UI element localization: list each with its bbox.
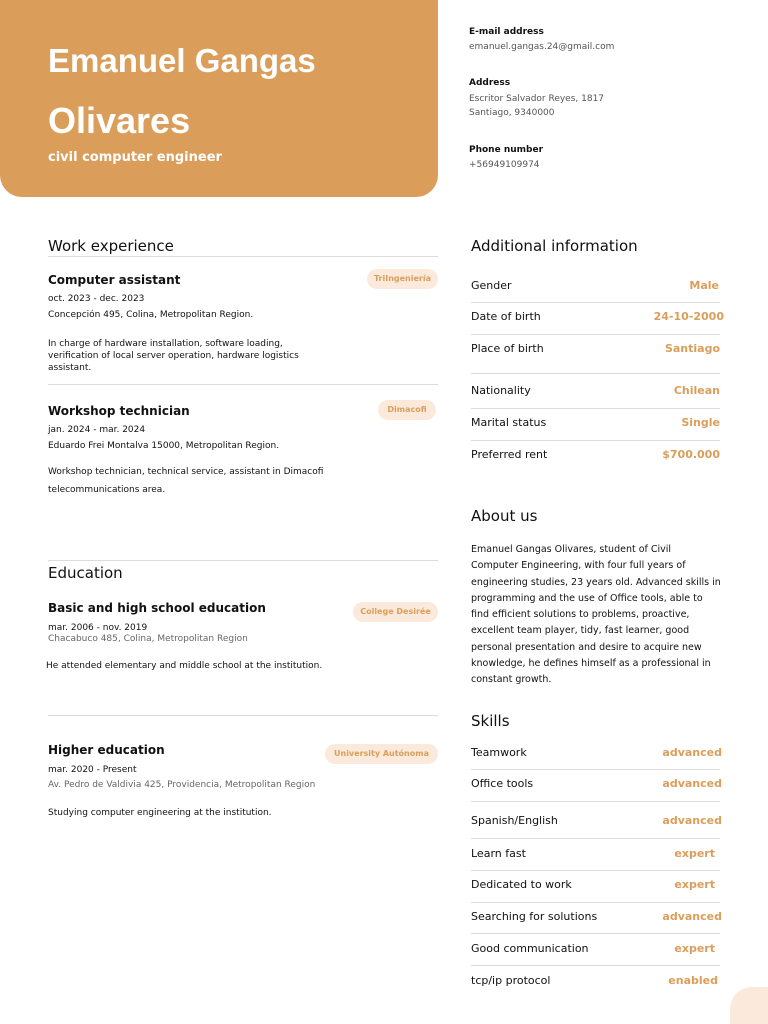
- work-divider: [48, 384, 438, 385]
- info-divider: [471, 302, 720, 303]
- education-item-location: Chacabuco 485, Colina, Metropolitan Region: [48, 634, 248, 644]
- info-row-gender: [471, 279, 720, 299]
- address-label: Address: [469, 78, 511, 88]
- job-subtitle: civil computer engineer: [48, 150, 222, 165]
- info-label: Nationality: [471, 384, 531, 397]
- skill-divider: [471, 870, 720, 871]
- work-item-role: Workshop technician: [48, 404, 190, 418]
- skill-level: expert: [674, 942, 715, 955]
- info-label: Date of birth: [471, 310, 541, 323]
- info-label: Marital status: [471, 416, 547, 429]
- skill-divider: [471, 965, 720, 966]
- skill-label: Good communication: [471, 942, 589, 955]
- skill-divider: [471, 769, 720, 770]
- info-value: Santiago: [664, 342, 720, 355]
- info-row-marital-status: [471, 416, 720, 436]
- skill-label: Office tools: [471, 777, 534, 790]
- info-row-place-of-birth: [471, 342, 720, 362]
- info-value: $700.000: [662, 448, 720, 461]
- education-item-description: He attended elementary and middle school at the institution.: [46, 661, 323, 671]
- skill-label: Spanish/English: [471, 814, 558, 827]
- education-top-divider: [48, 560, 438, 561]
- info-value: Male: [689, 279, 719, 292]
- work-item-location: Eduardo Frei Montalva 15000, Metropolitan Region.: [48, 441, 280, 451]
- skill-level: expert: [674, 847, 715, 860]
- education-item-dates: mar. 2006 - nov. 2019: [48, 623, 148, 633]
- skill-label: Learn fast: [471, 847, 526, 860]
- address-line1: Escritor Salvador Reyes, 1817: [469, 94, 605, 104]
- phone-value[interactable]: +56949109974: [469, 160, 540, 170]
- skill-divider: [471, 902, 720, 903]
- education-item-degree: Higher education: [48, 743, 165, 757]
- skill-divider: [471, 801, 720, 802]
- skill-level: advanced: [662, 746, 722, 759]
- phone-label: Phone number: [469, 145, 544, 155]
- skill-level: enabled: [668, 974, 718, 987]
- skill-row: [471, 814, 720, 834]
- info-row-nationality: [471, 384, 720, 404]
- info-divider: [471, 334, 720, 335]
- header-banner: [0, 0, 438, 197]
- info-value: 24-10-2000: [653, 310, 724, 323]
- info-label: Gender: [471, 279, 512, 292]
- skill-label: Dedicated to work: [471, 878, 572, 891]
- additional-section-title: Additional information: [471, 237, 638, 255]
- info-row-preferred-rent: [471, 448, 720, 468]
- institution-badge: College Desirée: [353, 602, 438, 622]
- skill-row: [471, 942, 720, 962]
- work-item-location: Concepción 495, Colina, Metropolitan Region.: [48, 310, 254, 320]
- name-first-line: Emanuel Gangas: [48, 42, 316, 79]
- work-item-description: Workshop technician, technical service, assistant in Dimacofi telecommunications area.: [48, 467, 324, 495]
- about-section-title: About us: [471, 507, 538, 525]
- skill-row: [471, 746, 720, 766]
- education-item-degree: Basic and high school education: [48, 601, 266, 615]
- skill-row: [471, 878, 720, 898]
- info-value: Single: [681, 416, 720, 429]
- skill-level: advanced: [662, 814, 722, 827]
- skill-label: tcp/ip protocol: [471, 974, 551, 987]
- skill-row: [471, 777, 720, 797]
- work-item-dates: oct. 2023 - dec. 2023: [48, 294, 145, 304]
- work-section-title: Work experience: [48, 237, 174, 255]
- skill-level: advanced: [662, 910, 722, 923]
- skill-divider: [471, 838, 720, 839]
- skill-level: advanced: [662, 777, 722, 790]
- info-value: Chilean: [673, 384, 720, 397]
- skill-row: [471, 974, 720, 994]
- email-label: E-mail address: [469, 27, 544, 37]
- work-item-dates: jan. 2024 - mar. 2024: [48, 425, 146, 435]
- name-second-line: Olivares: [48, 100, 191, 141]
- skill-level: expert: [674, 878, 715, 891]
- work-item-description: In charge of hardware installation, software loading, verification of local server operation, hardware logistics assistant.: [48, 339, 299, 373]
- decorative-corner-shape: [730, 987, 768, 1024]
- email-value[interactable]: emanuel.gangas.24@gmail.com: [469, 42, 615, 52]
- skill-row: [471, 847, 720, 867]
- skill-row: [471, 910, 720, 930]
- info-label: Place of birth: [471, 342, 544, 355]
- info-label: Preferred rent: [471, 448, 548, 461]
- skill-divider: [471, 933, 720, 934]
- institution-badge: University Autónoma: [325, 744, 438, 764]
- work-item-role: Computer assistant: [48, 273, 181, 287]
- about-text: Emanuel Gangas Olivares, student of Civil Computer Engineering, with four full years of engineering studies, 23 years old. Advanced skills in programming and the use of Office tools, able to find efficient solutions to problems, proactive, excellent team player, tidy, fast learner, good personal presentation and desire to acquire new knowledge, he defines himself as a professional in constant growth.: [471, 544, 721, 686]
- skills-section-title: Skills: [471, 712, 510, 730]
- info-divider: [471, 408, 720, 409]
- info-row-date-of-birth: [471, 310, 724, 330]
- skill-label: Teamwork: [471, 746, 527, 759]
- skill-label: Searching for solutions: [471, 910, 598, 923]
- company-badge: TriIngeniería: [367, 269, 438, 289]
- company-badge: Dimacofi: [378, 400, 436, 420]
- education-divider: [48, 715, 438, 716]
- education-item-location: Av. Pedro de Valdivia 425, Providencia, Metropolitan Region: [48, 780, 316, 790]
- education-item-dates: mar. 2020 - Present: [48, 765, 137, 775]
- address-line2: Santiago, 9340000: [469, 108, 555, 118]
- education-section-title: Education: [48, 564, 123, 582]
- info-divider: [471, 440, 720, 441]
- info-divider: [471, 373, 720, 374]
- work-divider: [48, 256, 438, 257]
- education-item-description: Studying computer engineering at the institution.: [48, 808, 272, 818]
